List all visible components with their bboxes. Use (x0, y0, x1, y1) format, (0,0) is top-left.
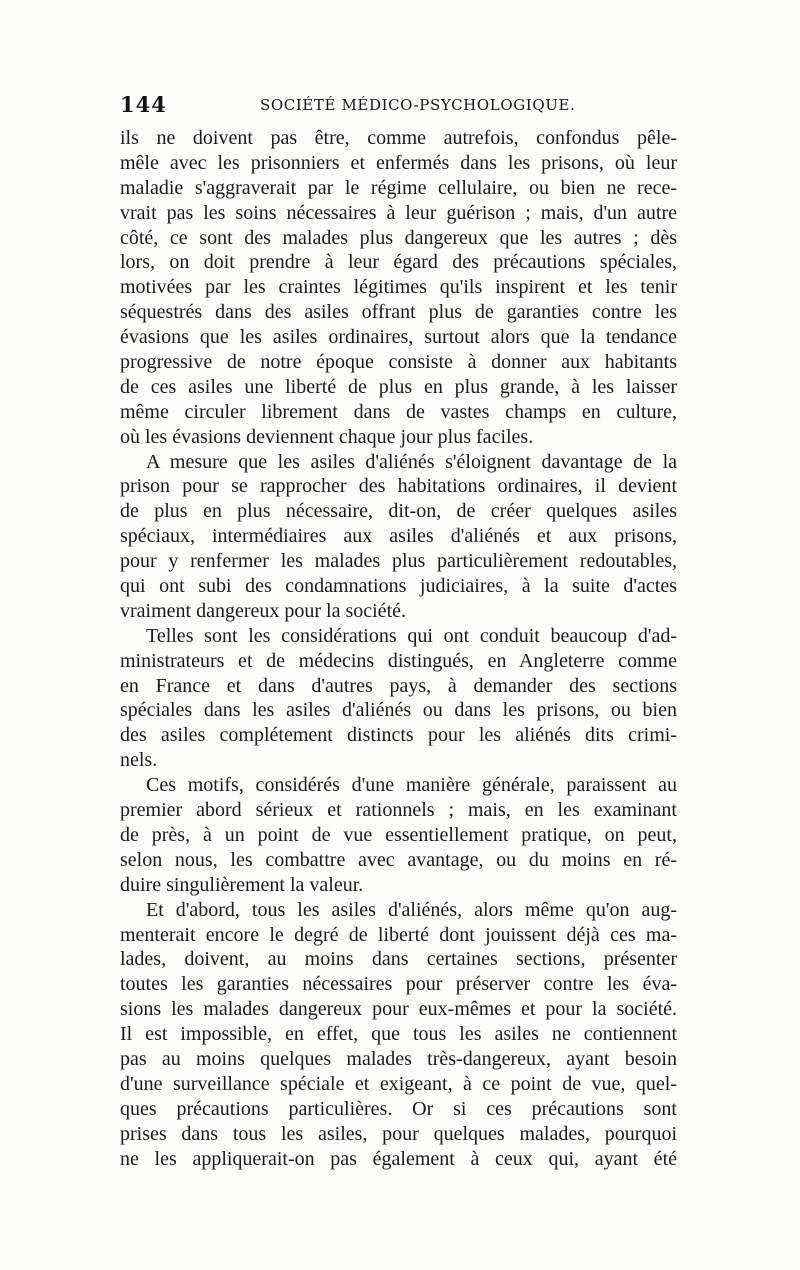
text-line: lors, on doit prendre à leur égard des précautions spéciales, (120, 251, 677, 274)
text-line: ques précautions particulières. Or si ces précautions sont (120, 1097, 677, 1120)
running-head: SOCIÉTÉ MÉDICO-PSYCHOLOGIQUE. (260, 96, 576, 114)
text-line: mêle avec les prisonniers et enfermés dans les prisons, où leur (120, 151, 677, 174)
text-line: ils ne doivent pas être, comme autrefois, confondus pêle- (120, 127, 677, 149)
text-line: Telles sont les considérations qui ont conduit beaucoup d'ad- (146, 624, 677, 647)
text-line: évasions que les asiles ordinaires, surtout alors que la tendance (120, 326, 677, 349)
text-line: de près, à un point de vue essentiellement pratique, on peut, (120, 823, 677, 846)
text-line: en France et dans d'autres pays, à demander des sections (120, 674, 677, 697)
text-line: de plus en plus nécessaire, dit-on, de créer quelques asiles (120, 500, 677, 523)
text-line: sions les malades dangereux pour eux-mêmes et pour la société. (120, 998, 677, 1021)
text-line: lades, doivent, au moins dans certaines sections, présenter (120, 948, 677, 971)
text-line: motivées par les craintes légitimes qu'ils inspirent et les tenir (120, 276, 677, 299)
text-line: même circuler librement dans de vastes champs en culture, (120, 400, 677, 423)
text-line: selon nous, les combattre avec avantage, ou du moins en ré- (120, 848, 677, 871)
text-line: menterait encore le degré de liberté dont jouissent déjà ces ma- (120, 923, 677, 946)
text-line: spéciaux, intermédiaires aux asiles d'aliénés et aux prisons, (120, 525, 677, 548)
text-line: vrait pas les soins nécessaires à leur guérison ; mais, d'un autre (120, 201, 677, 224)
text-line: toutes les garanties nécessaires pour préserver contre les éva- (120, 973, 677, 996)
text-line: côté, ce sont des malades plus dangereux que les autres ; dès (120, 226, 677, 249)
text-line: pour y renfermer les malades plus particulièrement redoutables, (120, 550, 677, 573)
body-text (120, 126, 677, 1171)
text-line: vraiment dangereux pour la société. (120, 599, 406, 622)
text-line: prison pour se rapprocher des habitations ordinaires, il devient (120, 475, 677, 498)
text-line: Il est impossible, en effet, que tous les asiles ne contiennent (120, 1023, 677, 1046)
text-line: ministrateurs et de médecins distingués, en Angleterre comme (120, 649, 677, 672)
text-line: qui ont subi des condamnations judiciaires, à la suite d'actes (120, 575, 677, 598)
text-line: maladie s'aggraverait par le régime cellulaire, ou bien ne rece- (120, 176, 677, 199)
text-line: A mesure que les asiles d'aliénés s'éloignent davantage de la (146, 450, 677, 473)
text-line: de ces asiles une liberté de plus en plus grande, à les laisser (120, 375, 677, 398)
text-line: Et d'abord, tous les asiles d'aliénés, alors même qu'on aug- (146, 898, 677, 921)
text-line: ne les appliquerait-on pas également à ceux qui, ayant été (120, 1147, 677, 1170)
text-line: premier abord sérieux et rationnels ; mais, en les examinant (120, 799, 677, 822)
text-line: progressive de notre époque consiste à donner aux habitants (120, 351, 677, 374)
text-line: prises dans tous les asiles, pour quelques malades, pourquoi (120, 1122, 677, 1145)
page-header (120, 92, 680, 118)
text-line: pas au moins quelques malades très-dangereux, ayant besoin (120, 1047, 677, 1070)
text-line: spéciales dans les asiles d'aliénés ou dans les prisons, ou bien (120, 699, 677, 722)
text-line: duire singulièrement la valeur. (120, 873, 364, 896)
text-line: séquestrés dans des asiles offrant plus de garanties contre les (120, 301, 677, 324)
text-line: nels. (120, 749, 158, 772)
page-number: 144 (120, 92, 167, 117)
text-line: des asiles complétement distincts pour les aliénés dits crimi- (120, 724, 677, 747)
text-line: Ces motifs, considérés d'une manière générale, paraissent au (146, 774, 677, 797)
text-line: d'une surveillance spéciale et exigeant, à ce point de vue, quel- (120, 1072, 677, 1095)
text-line: où les évasions deviennent chaque jour plus faciles. (120, 425, 534, 448)
